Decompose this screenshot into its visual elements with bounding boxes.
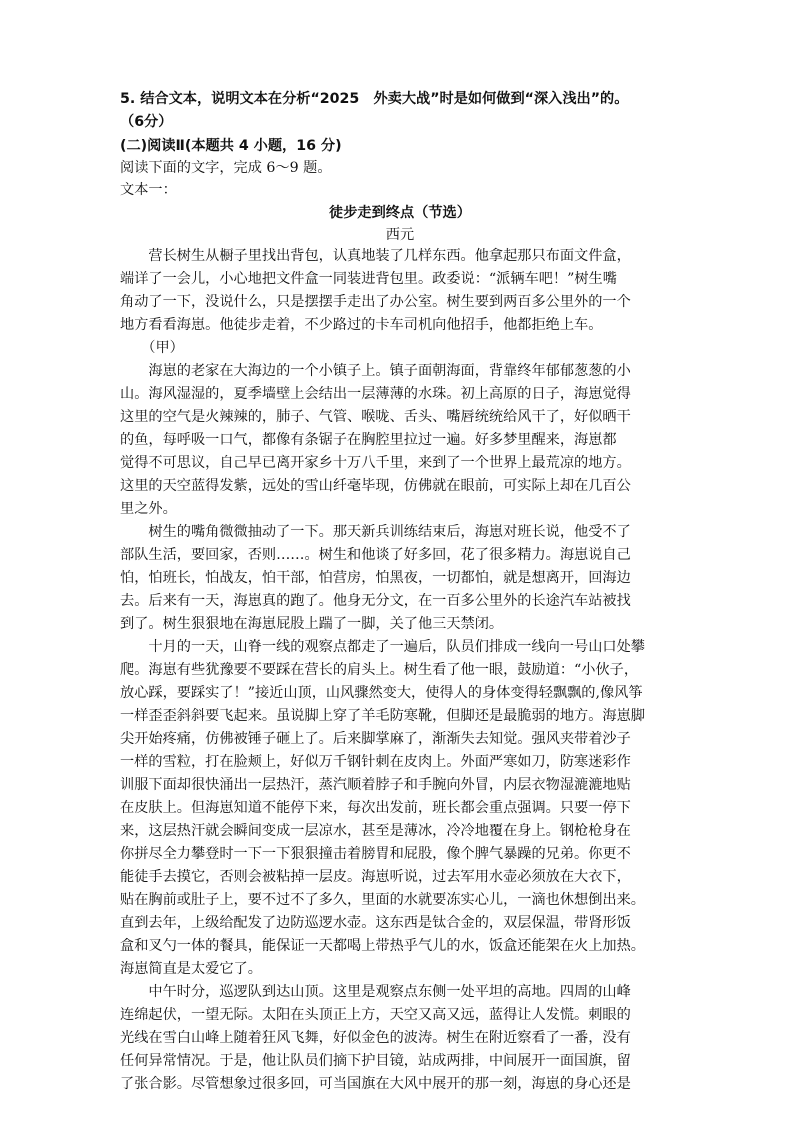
article-line: 任何异常情况。于是，他让队员们摘下护目镜，站成两排，中间展开一面国旗，留 xyxy=(120,1053,631,1069)
section-heading: (二)阅读Ⅱ(本题共 4 小题，16 分) xyxy=(120,138,342,154)
article-line: 去。后来有一天，海崽真的跑了。他身无分文，在一百多公里外的长途汽车站被找 xyxy=(120,593,631,609)
article-line: 角动了一下，没说什么，只是摆摆手走出了办公室。树生要到两百多公里外的一个 xyxy=(120,294,631,310)
article-line: 里之外。 xyxy=(120,501,177,517)
article-line: 了张合影。尽管想象过很多回，可当国旗在大风中展开的那一刻，海崽的身心还是 xyxy=(120,1076,631,1092)
article-line: 尖开始疼痛，仿佛被锤子砸上了。后来脚掌麻了，渐渐失去知觉。强风夹带着沙子 xyxy=(120,731,631,747)
article-line: 山。海风湿湿的，夏季墙壁上会结出一层薄薄的水珠。初上高原的日子，海崽觉得 xyxy=(120,386,631,402)
article-line: 你拼尽全力攀登时一下一下狠狠撞击着膀胃和屁股，像个脾气暴躁的兄弟。你更不 xyxy=(120,846,631,862)
article-line: 十月的一天，山脊一线的观察点都走了一遍后，队员们排成一线向一号山口处攀 xyxy=(120,639,645,655)
article-title: 徒步走到终点（节选） xyxy=(329,205,471,221)
article-line: 海崽的老家在大海边的一个小镇子上。镇子面朝海面，背靠终年郁郁葱葱的小 xyxy=(120,363,631,379)
article-line: 一样歪歪斜斜要飞起来。虽说脚上穿了羊毛防寒靴，但脚还是最脆弱的地方。海崽脚 xyxy=(120,708,645,724)
question-5 xyxy=(120,88,680,134)
question-5-line2: （6分） xyxy=(120,114,173,130)
article-line: 这里的天空蓝得发紫，远处的雪山纤毫毕现，仿佛就在眼前，可实际上却在几百公 xyxy=(120,478,631,494)
article-line: 直到去年，上级给配发了边防巡逻水壶。这东西是钛合金的，双层保温，带肾形饭 xyxy=(120,915,631,931)
article-line: 地方看看海崽。他徒步走着，不少路过的卡车司机向他招手，他都拒绝上车。 xyxy=(120,317,603,333)
article-line: 这里的空气是火辣辣的，肺子、气管、喉咙、舌头、嘴唇统统给风干了，好似晒干 xyxy=(120,409,631,425)
article-line: 树生的嘴角微微抽动了一下。那天新兵训练结束后，海崽对班长说，他受不了 xyxy=(120,524,631,540)
question-5-line1: 5. 结合文本，说明文本在分析“2025 外卖大战”时是如何做到“深入浅出”的。 xyxy=(120,91,629,107)
article-line: 的鱼，每呼吸一口气，都像有条锯子在胸腔里拉过一遍。好多梦里醒来，海崽都 xyxy=(120,432,617,448)
article-line: 连绵起伏，一望无际。太阳在头顶正上方，天空又高又远，蓝得让人发慌。刺眼的 xyxy=(120,1007,631,1023)
article-line: 能徒手去摸它，否则会被粘掉一层皮。海崽听说，过去军用水壶必须放在大衣下， xyxy=(120,869,631,885)
text-one-label: 文本一： xyxy=(120,182,177,198)
article-line: 来，这层热汗就会瞬间变成一层凉水，甚至是薄冰，冷冷地覆在身上。钢枪枪身在 xyxy=(120,823,631,839)
article-line: 光线在雪白山峰上随着狂风飞舞，好似金色的波涛。树生在附近察看了一番，没有 xyxy=(120,1030,631,1046)
article-line: 怕，怕班长，怕战友，怕干部，怕营房，怕黑夜，一切都怕，就是想离开，回海边 xyxy=(120,570,631,586)
article-line: 在皮肤上。但海崽知道不能停下来，每次出发前，班长都会重点强调。只要一停下 xyxy=(120,800,631,816)
article-line: 中午时分，巡逻队到达山顶。这里是观察点东侧一处平坦的高地。四周的山峰 xyxy=(120,984,631,1000)
article-line: 端详了一会儿，小心地把文件盒一同装进背包里。政委说：“派辆车吧！”树生嘴 xyxy=(120,271,617,287)
article-line: 盒和叉勺一体的餐具，能保证一天都喝上带热乎气儿的水，饭盒还能架在火上加热。 xyxy=(120,938,645,954)
article-line: 贴在胸前或肚子上，要不过不了多久，里面的水就要冻实心儿，一滴也休想倒出来。 xyxy=(120,892,645,908)
article-author: 西元 xyxy=(385,227,415,243)
article-line: 到了。树生狠狠地在海崽屁股上踹了一脚，关了他三天禁闭。 xyxy=(120,616,504,632)
article-line: （甲） xyxy=(120,340,184,356)
article-line: 爬。海崽有些犹豫要不要踩在营长的肩头上。树生看了他一眼，鼓励道：“小伙子， xyxy=(120,662,639,678)
article-line: 部队生活，要回家，否则……。树生和他谈了好多回，花了很多精力。海崽说自己 xyxy=(120,547,631,563)
section-instruction: 阅读下面的文字，完成 6～9 题。 xyxy=(120,160,332,176)
article-line: 一样的雪粒，打在脸颊上，好似万千钢针刺在皮肉上。外面严寒如刀，防寒迷彩作 xyxy=(120,754,631,770)
article-line: 营长树生从橱子里找出背包，认真地装了几样东西。他拿起那只布面文件盒， xyxy=(120,248,631,264)
article-line: 放心踩，要踩实了！”接近山顶，山风骤然变大，使得人的身体变得轻飘飘的,像风筝 xyxy=(120,685,643,701)
article-line: 觉得不可思议，自己早已离开家乡十万八千里，来到了一个世界上最荒凉的地方。 xyxy=(120,455,631,471)
article-line: 训服下面却很快涌出一层热汗，蒸汽顺着脖子和手腕向外冒，内层衣物湿漉漉地贴 xyxy=(120,777,631,793)
article-line: 海崽简直是太爱它了。 xyxy=(120,961,262,977)
